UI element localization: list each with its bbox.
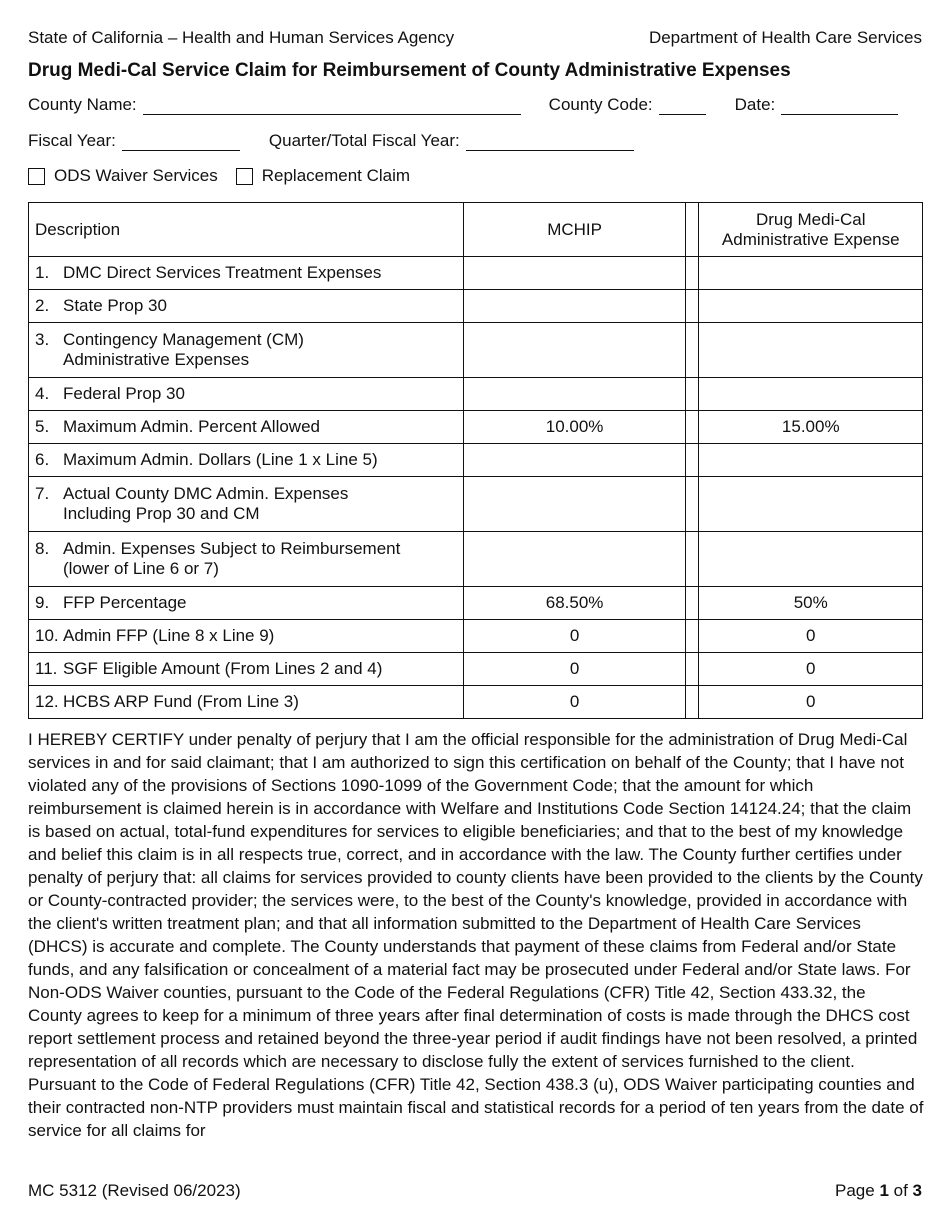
row-description — [29, 444, 464, 477]
spacer-cell — [685, 257, 699, 290]
mchip-cell[interactable]: 10.00% — [464, 411, 685, 444]
line-text-1: DMC Direct Services Treatment Expenses — [63, 263, 382, 282]
table-body — [29, 257, 923, 719]
line-text — [63, 450, 378, 470]
dmc-admin-cell[interactable]: 0 — [699, 653, 923, 686]
line-text-1: Actual County DMC Admin. Expenses — [63, 484, 349, 503]
dmc-admin-cell[interactable] — [699, 444, 923, 477]
line-text — [63, 384, 185, 404]
line-text — [63, 330, 304, 370]
line-text-1: Maximum Admin. Dollars (Line 1 x Line 5) — [63, 450, 378, 469]
form-id: MC 5312 (Revised 06/2023) — [28, 1181, 241, 1200]
line-text — [63, 263, 381, 283]
line-text-1: Contingency Management (CM) — [63, 330, 304, 349]
spacer-cell — [685, 323, 699, 378]
header-spacer — [685, 203, 699, 257]
fiscal-year-input[interactable] — [122, 132, 240, 151]
spacer-cell — [685, 532, 699, 587]
header-dmc-admin — [699, 203, 923, 257]
row-description — [29, 620, 464, 653]
mchip-cell[interactable]: 0 — [464, 620, 685, 653]
table-row — [29, 620, 923, 653]
line-number: 1. — [35, 263, 50, 282]
dmc-admin-cell[interactable]: 0 — [699, 686, 923, 719]
line-item — [35, 593, 457, 613]
page-total: 3 — [912, 1181, 922, 1200]
row-description — [29, 290, 464, 323]
table-row — [29, 290, 923, 323]
line-text-2: (lower of Line 6 or 7) — [63, 559, 219, 578]
mchip-cell[interactable]: 0 — [464, 686, 685, 719]
line-text-1: Admin. Expenses Subject to Reimbursement — [63, 539, 401, 558]
county-code-field — [549, 95, 706, 115]
line-text — [63, 484, 348, 524]
row-description — [29, 477, 464, 532]
line-text-1: Federal Prop 30 — [63, 384, 185, 403]
ods-waiver-checkbox[interactable] — [28, 168, 45, 185]
date-input[interactable] — [781, 96, 898, 115]
line-text — [63, 417, 320, 437]
dmc-admin-cell[interactable]: 0 — [699, 620, 923, 653]
fiscal-year-field — [28, 131, 240, 151]
dmc-admin-cell[interactable]: 50% — [699, 587, 923, 620]
line-text-1: HCBS ARP Fund (From Line 3) — [63, 692, 299, 711]
certification-text: I HEREBY CERTIFY under penalty of perjury that I am the official responsible for the administration of Drug Medi-Cal services in and for said claimant; that I am authorized to sign this certification on behalf of the County; that I have not violated any of the provisions of Sections 1090-1099 of the Government Code; that the amount for which reimbursement is claimed herein is in accordance with Welfare and Institutions Code Section 14124.24; that the claim is based on actual, total-fund expenditures for services to eligible beneficiaries; and that to the best of my knowledge and belief this claim is in all respects true, correct, and in accordance with the law. The County further certifies under penalty of perjury that: all claims for services provided to county clients have been provided to the clients by the County or County-contracted provider; the services were, to the best of the County's knowledge, provided in accordance with the client's written treatment plan; and that all information submitted to the Department of Health Care Services (DHCS) is accurate and complete. The County understands that payment of these claims from Federal and/or State funds, and any falsification or concealment of a material fact may be prosecuted under Federal and/or State laws. For Non-ODS Waiver counties, pursuant to the Code of the Federal Regulations (CFR) Title 42, Section 433.32, the County agrees to keep for a minimum of three years after final determination of costs is made through the DHCS cost report settlement process and retained beyond the three-year period if audit findings have not been resolved, a printed representation of all records which are necessary to disclose fully the extent of services furnished to the client. Pursuant to the Code of Federal Regulations (CFR) Title 42, Section 438.3 (u), ODS Waiver participating counties and their contracted non-NTP providers must maintain fiscal and statistical records for a period of ten years from the date of service for all claims for — [28, 730, 924, 1140]
line-item — [35, 484, 457, 524]
mchip-cell[interactable] — [464, 323, 685, 378]
header-description: Description — [29, 203, 464, 257]
line-item — [35, 330, 457, 370]
replacement-claim-option[interactable] — [236, 166, 410, 186]
row-description — [29, 323, 464, 378]
page-mid: of — [888, 1181, 913, 1200]
line-number: 6. — [35, 450, 50, 469]
date-field — [735, 95, 899, 115]
line-number: 7. — [35, 484, 50, 503]
table-row — [29, 378, 923, 411]
dmc-admin-cell[interactable] — [699, 323, 923, 378]
table-row — [29, 411, 923, 444]
department-name: Department of Health Care Services — [648, 28, 922, 47]
table-row — [29, 686, 923, 719]
spacer-cell — [685, 290, 699, 323]
fiscal-info-row — [28, 131, 922, 151]
line-number: 11. — [35, 659, 58, 678]
table-row — [29, 444, 923, 477]
header-dmc-line2: Administrative Expense — [721, 229, 900, 249]
ods-waiver-option[interactable] — [28, 166, 218, 186]
date-label: Date: — [734, 95, 776, 114]
line-number: 9. — [35, 593, 50, 612]
line-number: 10. — [35, 626, 59, 645]
row-description — [29, 653, 464, 686]
table-header-row — [29, 203, 923, 257]
line-number: 3. — [35, 330, 50, 349]
dmc-admin-cell[interactable] — [699, 378, 923, 411]
dmc-admin-cell[interactable] — [699, 290, 923, 323]
county-name-field — [28, 95, 521, 115]
quarter-input[interactable] — [466, 132, 634, 151]
line-number: 2. — [35, 296, 50, 315]
page-header — [28, 28, 922, 48]
line-item — [35, 417, 457, 437]
dmc-admin-cell[interactable] — [699, 257, 923, 290]
line-text — [63, 626, 274, 646]
spacer-cell — [685, 378, 699, 411]
table-row — [29, 477, 923, 532]
line-number: 8. — [35, 539, 50, 558]
replacement-claim-label: Replacement Claim — [261, 166, 411, 185]
dmc-admin-cell[interactable]: 15.00% — [699, 411, 923, 444]
ods-waiver-label: ODS Waiver Services — [54, 166, 218, 185]
line-item — [35, 626, 457, 646]
page-number — [835, 1181, 922, 1201]
mchip-cell[interactable] — [464, 444, 685, 477]
dmc-admin-cell[interactable] — [699, 532, 923, 587]
page-prefix: Page — [835, 1181, 880, 1200]
spacer-cell — [685, 587, 699, 620]
row-description — [29, 532, 464, 587]
line-text-2: Including Prop 30 and CM — [63, 504, 260, 523]
spacer-cell — [685, 444, 699, 477]
mchip-cell[interactable]: 68.50% — [464, 587, 685, 620]
line-text-1: Admin FFP (Line 8 x Line 9) — [63, 626, 275, 645]
row-description — [29, 257, 464, 290]
line-text — [63, 692, 299, 712]
quarter-label: Quarter/Total Fiscal Year: — [268, 131, 460, 150]
line-item — [35, 692, 457, 712]
table-row — [29, 653, 923, 686]
row-description — [29, 587, 464, 620]
dmc-admin-cell[interactable] — [699, 477, 923, 532]
line-item — [35, 659, 457, 679]
row-description — [29, 686, 464, 719]
spacer-cell — [685, 411, 699, 444]
row-description — [29, 378, 464, 411]
spacer-cell — [685, 686, 699, 719]
line-text-1: State Prop 30 — [63, 296, 167, 315]
table-row — [29, 323, 923, 378]
table-row — [29, 532, 923, 587]
spacer-cell — [685, 477, 699, 532]
county-code-label: County Code: — [548, 95, 653, 114]
spacer-cell — [685, 653, 699, 686]
header-dmc-line1: Drug Medi-Cal — [755, 209, 866, 229]
page-footer — [28, 1181, 922, 1201]
line-text — [63, 659, 382, 679]
county-name-input[interactable] — [143, 96, 521, 115]
line-item — [35, 384, 457, 404]
row-description — [29, 411, 464, 444]
line-text — [63, 296, 167, 316]
line-text-2: Administrative Expenses — [63, 350, 250, 369]
quarter-field — [269, 131, 634, 151]
line-text-1: Maximum Admin. Percent Allowed — [63, 417, 320, 436]
spacer-cell — [685, 620, 699, 653]
line-text-1: SGF Eligible Amount (From Lines 2 and 4) — [63, 659, 383, 678]
replacement-claim-checkbox[interactable] — [236, 168, 253, 185]
mchip-cell[interactable] — [464, 257, 685, 290]
agency-name: State of California – Health and Human Services Agency — [28, 28, 455, 47]
county-name-label: County Name: — [28, 95, 137, 114]
line-item — [35, 450, 457, 470]
page-current: 1 — [879, 1181, 889, 1200]
line-number: 5. — [35, 417, 50, 436]
claim-type-options — [28, 166, 428, 186]
county-code-input[interactable] — [659, 96, 706, 115]
line-text — [63, 593, 186, 613]
line-item — [35, 539, 457, 579]
header-mchip: MCHIP — [464, 203, 685, 257]
line-number: 12. — [35, 692, 59, 711]
line-item — [35, 296, 457, 316]
mchip-cell[interactable]: 0 — [464, 653, 685, 686]
line-text — [63, 539, 400, 579]
mchip-cell[interactable] — [464, 477, 685, 532]
claims-table — [28, 202, 923, 719]
fiscal-year-label: Fiscal Year: — [28, 131, 116, 150]
county-info-row — [28, 95, 922, 115]
line-text-1: FFP Percentage — [63, 593, 187, 612]
mchip-cell[interactable] — [464, 532, 685, 587]
table-row — [29, 257, 923, 290]
line-number: 4. — [35, 384, 50, 403]
mchip-cell[interactable] — [464, 290, 685, 323]
mchip-cell[interactable] — [464, 378, 685, 411]
table-row — [29, 587, 923, 620]
form-title: Drug Medi-Cal Service Claim for Reimbursement of County Administrative Expenses — [28, 60, 791, 81]
line-item — [35, 263, 457, 283]
